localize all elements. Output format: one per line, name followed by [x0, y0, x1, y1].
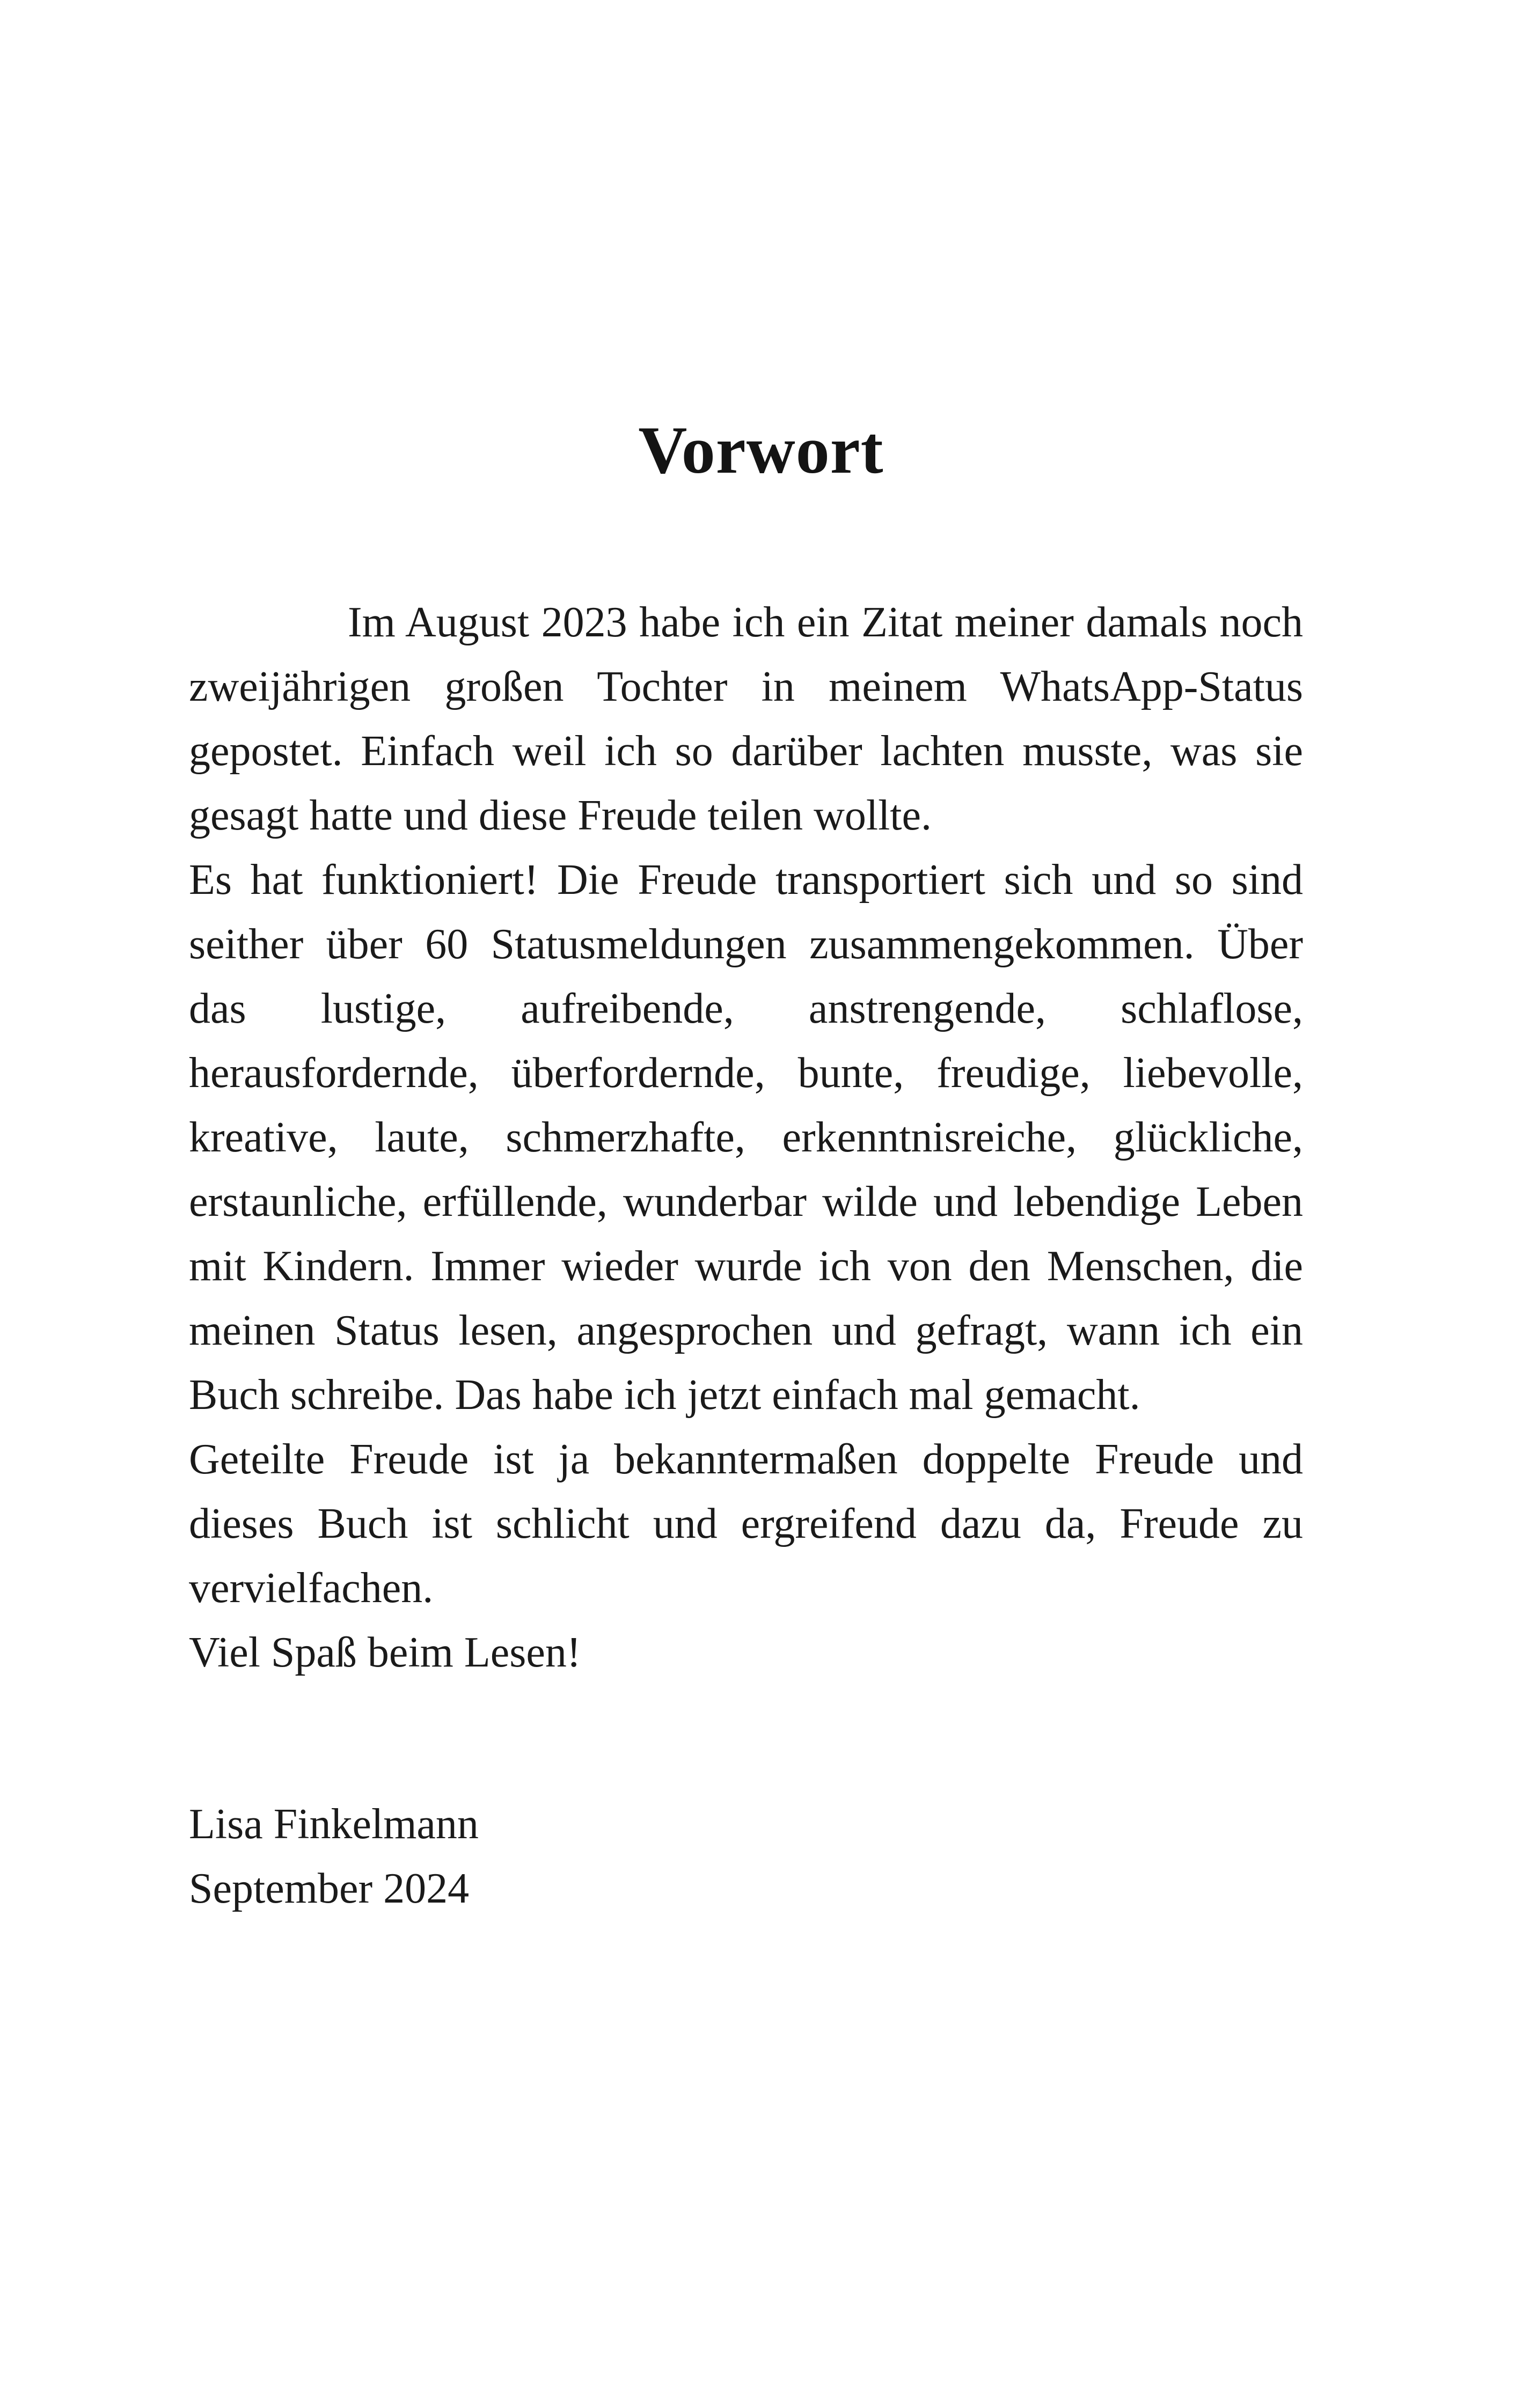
paragraph-2: Es hat funktioniert! Die Freude transportiert sich und so sind seither über 60 Statusmeldungen zusammengekommen. Über das lustige, aufreibende, anstrengende, schlaflose, herausfordernde, überfordernde, bunte, freudige, liebevolle, kreative, laute, schmerzhafte, erkenntnisreiche, glückliche, erstaunliche, erfüllende, wunderbar wilde und lebendige Leben mit Kindern. Immer wieder wurde ich von den Menschen, die meinen Status lesen, angesprochen und gefragt, wann ich ein Buch schreibe. Das habe ich jetzt einfach mal gemacht.	[189, 856, 1303, 1419]
paragraph-3: Geteilte Freude ist ja bekanntermaßen doppelte Freude und dieses Buch ist schlicht und ergreifend dazu da, Freude zu vervielfachen.	[189, 1436, 1303, 1612]
foreword-body	[189, 590, 1303, 1685]
paragraph-1: Im August 2023 habe ich ein Zitat meiner damals noch zweijährigen großen Tochter in meinem WhatsApp-Status gepostet. Einfach weil ich so darüber lachten musste, was sie gesagt hatte und diese Freude teilen wollte.	[189, 599, 1303, 839]
signature-date: September 2024	[189, 1865, 470, 1912]
signature-block	[189, 1792, 479, 1921]
paragraph-4: Viel Spaß beim Lesen!	[189, 1629, 581, 1676]
author-name: Lisa Finkelmann	[189, 1801, 479, 1848]
page-title: Vorwort	[638, 413, 884, 488]
